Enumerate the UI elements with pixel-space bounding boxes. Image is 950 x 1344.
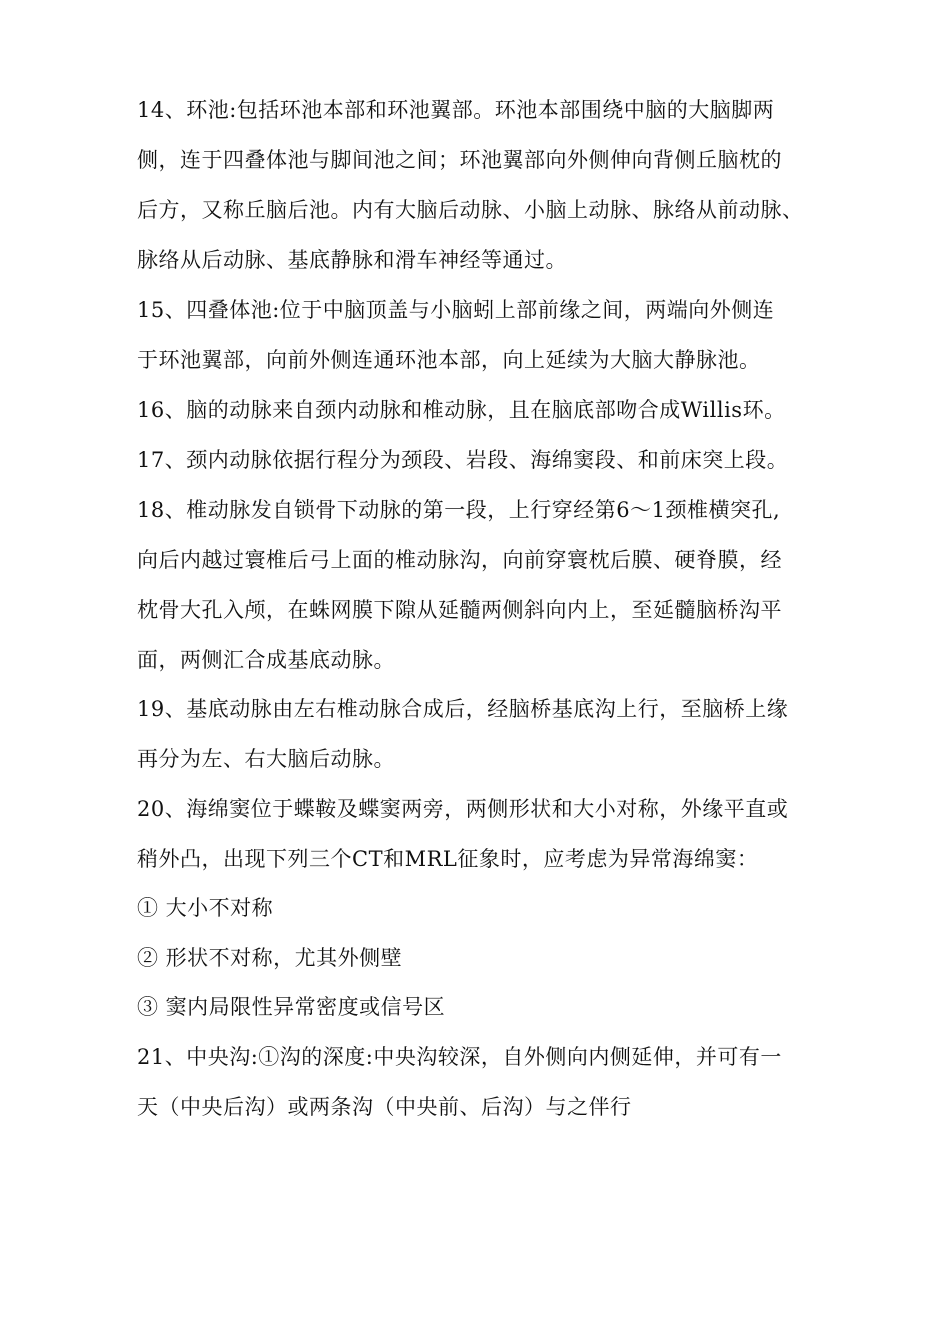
- text-line-14: 再分为左、右大脑后动脉。: [137, 747, 395, 771]
- text-line-2: 侧，连于四叠体池与脚间池之间；环池翼部向外侧伸向背侧丘脑枕的: [137, 148, 782, 172]
- text-line-5: 15、四叠体池:位于中脑顶盖与小脑蚓上部前缘之间，两端向外侧连: [137, 298, 775, 322]
- text-line-8: 17、颈内动脉依据行程分为颈段、岩段、海绵窦段、和前床突上段。: [137, 448, 789, 472]
- text-line-4: 脉络从后动脉、基底静脉和滑车神经等通过。: [137, 248, 567, 272]
- text-line-11: 枕骨大孔入颅，在蛛网膜下隙从延髓两侧斜向内上，至延髓脑桥沟平: [137, 598, 782, 622]
- text-line-12: 面，两侧汇合成基底动脉。: [137, 648, 395, 672]
- text-line-10: 向后内越过寰椎后弓上面的椎动脉沟，向前穿寰枕后膜、硬脊膜，经: [137, 548, 782, 572]
- text-line-16: 稍外凸，出现下列三个CT和MRL征象时，应考虑为异常海绵窦：: [137, 847, 759, 871]
- text-line-21: 天（中央后沟）或两条沟（中央前、后沟）与之伴行: [137, 1095, 632, 1119]
- text-line-20: 21、中央沟:①沟的深度:中央沟较深，自外侧向内侧延伸，并可有一: [137, 1045, 782, 1069]
- text-line-18: ② 形状不对称，尤其外侧壁: [137, 946, 403, 970]
- text-line-19: ③ 窦内局限性异常密度或信号区: [137, 995, 446, 1019]
- text-line-17: ① 大小不对称: [137, 896, 274, 920]
- text-line-7: 16、脑的动脉来自颈内动脉和椎动脉，且在脑底部吻合成Willis环。: [137, 398, 786, 422]
- text-line-9: 18、椎动脉发自锁骨下动脉的第一段，上行穿经第6〜1颈椎横突孔,: [137, 498, 781, 522]
- text-line-6: 于环池翼部，向前外侧连通环池本部，向上延续为大脑大静脉池。: [137, 348, 761, 372]
- text-line-13: 19、基底动脉由左右椎动脉合成后，经脑桥基底沟上行，至脑桥上缘: [137, 697, 789, 721]
- text-line-1: 14、环池:包括环池本部和环池翼部。环池本部围绕中脑的大脑脚两: [137, 98, 775, 122]
- text-line-15: 20、海绵窦位于蝶鞍及蝶窦两旁，两侧形状和大小对称，外缘平直或: [137, 797, 789, 821]
- text-line-3: 后方，又称丘脑后池。内有大脑后动脉、小脑上动脉、脉络从前动脉、: [137, 198, 804, 222]
